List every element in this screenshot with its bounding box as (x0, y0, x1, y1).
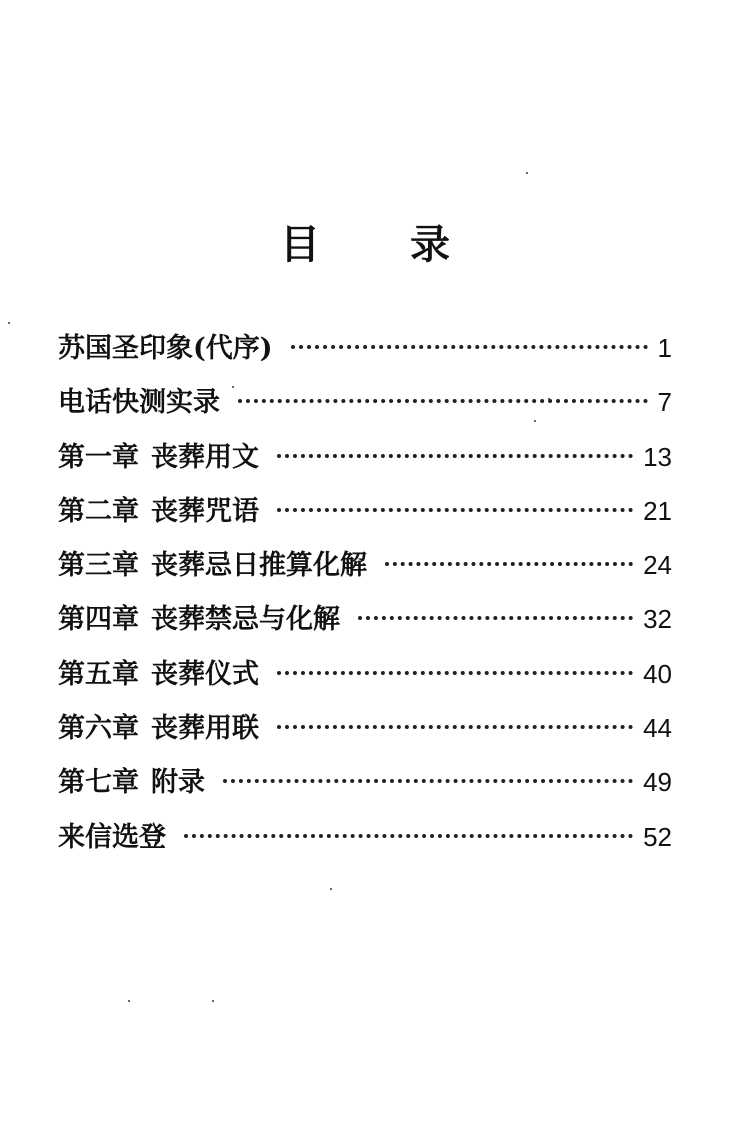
toc-dot-leader (277, 508, 633, 512)
toc-page-number: 1 (657, 333, 672, 363)
scan-speck (232, 386, 234, 388)
toc-chapter-number: 第二章 (58, 495, 139, 527)
toc-chapter-number: 第三章 (58, 550, 139, 582)
toc-entry-chapter-1[interactable] (58, 435, 672, 489)
toc-entry-chapter-3[interactable] (58, 543, 672, 597)
scan-speck (526, 172, 528, 174)
toc-chapter-number: 第五章 (58, 658, 139, 690)
scan-speck (330, 888, 332, 890)
toc-entry-label (58, 652, 259, 691)
toc-page-number: 21 (643, 495, 672, 526)
toc-page-number: 44 (643, 713, 672, 744)
scan-speck (128, 1000, 130, 1002)
toc-entry-chapter-5[interactable] (58, 652, 672, 706)
toc-entry-chapter-6[interactable] (58, 706, 672, 760)
toc-chapter-number: 第一章 (58, 441, 139, 473)
page-title (0, 217, 730, 273)
table-of-contents (58, 326, 672, 869)
toc-page-number: 49 (643, 767, 672, 798)
toc-page-number: 7 (657, 387, 672, 418)
toc-entry-label (58, 543, 367, 582)
scan-speck (534, 420, 536, 422)
toc-entry-chapter-4[interactable] (58, 597, 672, 651)
toc-entry-title: 电话快测实录 (58, 387, 220, 419)
toc-entry-title: 丧葬忌日推算化解 (151, 550, 367, 582)
toc-page-number: 13 (643, 441, 672, 472)
toc-entry-title: 丧葬咒语 (151, 495, 259, 527)
toc-entry-label (58, 380, 220, 419)
toc-entry-phone-record[interactable] (58, 380, 672, 434)
toc-entry-letters[interactable] (58, 815, 672, 869)
toc-page-number: 24 (643, 550, 672, 581)
toc-entry-preface[interactable] (58, 326, 672, 380)
toc-page-number: 40 (643, 658, 672, 689)
toc-entry-label (58, 706, 259, 745)
toc-dot-leader (277, 725, 633, 729)
toc-entry-label (58, 597, 340, 636)
toc-chapter-number: 第六章 (58, 713, 139, 745)
scan-speck (8, 322, 10, 324)
toc-entry-title: 来信选登 (58, 821, 166, 853)
page-title-char-2: 录 (410, 221, 450, 268)
toc-entry-title: 丧葬仪式 (151, 658, 259, 690)
toc-entry-title: 丧葬禁忌与化解 (151, 604, 340, 636)
toc-dot-leader (277, 671, 633, 675)
toc-entry-label (58, 760, 205, 799)
toc-dot-leader (238, 399, 648, 403)
toc-entry-chapter-7[interactable] (58, 760, 672, 814)
toc-entry-title: 丧葬用文 (151, 441, 259, 473)
toc-entry-title: 附录 (151, 767, 205, 799)
toc-page-number: 52 (643, 821, 672, 852)
toc-entry-title: 丧葬用联 (151, 713, 259, 745)
scan-speck (548, 398, 550, 400)
toc-chapter-number: 第四章 (58, 604, 139, 636)
toc-dot-leader (358, 616, 633, 620)
toc-entry-label (58, 815, 166, 854)
scan-speck (212, 1000, 214, 1002)
toc-entry-title: 苏国圣印象(代序) (58, 333, 273, 364)
toc-dot-leader (223, 779, 633, 783)
toc-entry-label (58, 326, 273, 365)
toc-entry-label (58, 435, 259, 474)
toc-dot-leader (277, 454, 633, 458)
toc-entry-chapter-2[interactable] (58, 489, 672, 543)
toc-entry-label (58, 489, 259, 528)
page-title-char-1: 目 (280, 221, 320, 268)
toc-dot-leader (291, 345, 648, 349)
toc-page-number: 32 (643, 604, 672, 635)
toc-chapter-number: 第七章 (58, 767, 139, 799)
toc-dot-leader (385, 562, 633, 566)
toc-dot-leader (184, 834, 633, 838)
